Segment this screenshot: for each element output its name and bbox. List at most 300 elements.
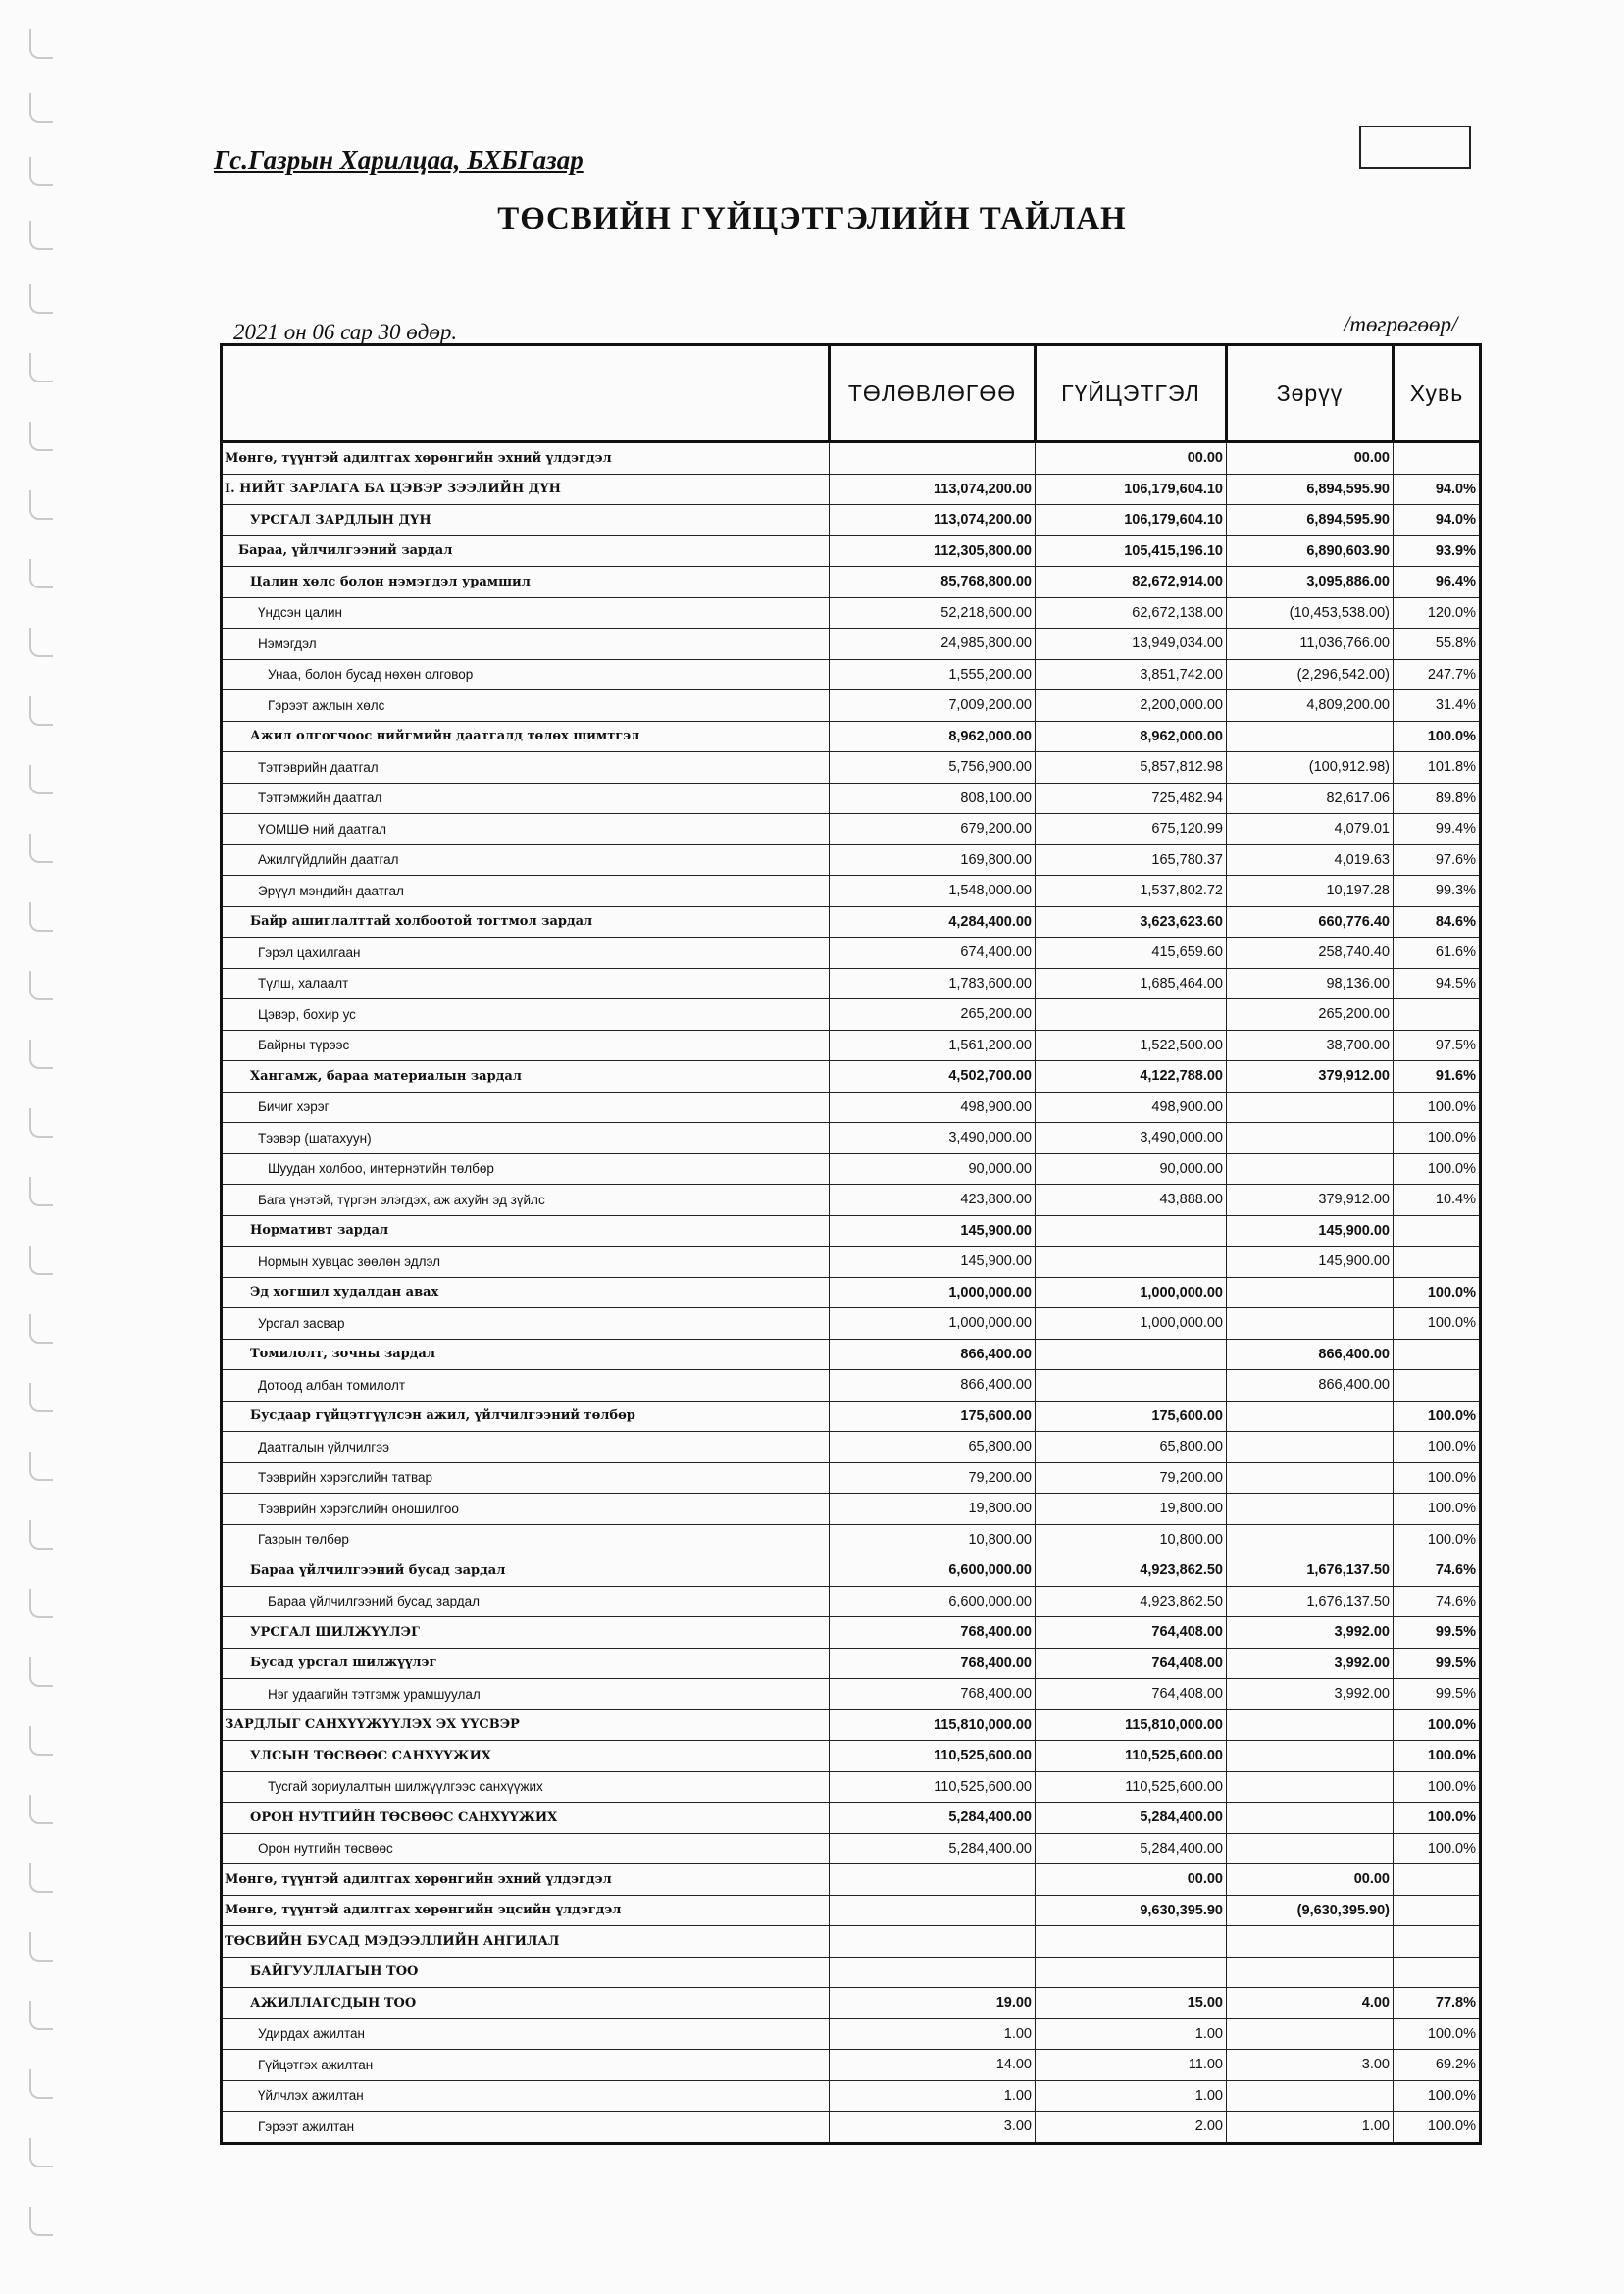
row-name-cell: Тээврийн хэрэгслийн татвар — [222, 1462, 830, 1494]
report-title: ТӨСВИЙН ГҮЙЦЭТГЭЛИЙН ТАЙЛАН — [497, 201, 1127, 236]
table-row — [222, 876, 1481, 907]
row-percent-cell: 100.0% — [1394, 2112, 1481, 2144]
row-execution-cell: 4,122,788.00 — [1036, 1061, 1227, 1093]
row-difference-cell: 4.00 — [1227, 1988, 1394, 2019]
row-name-cell: Газрын төлбөр — [222, 1524, 830, 1555]
row-difference-cell — [1227, 1741, 1394, 1772]
row-percent-cell: 100.0% — [1394, 1494, 1481, 1525]
row-execution-cell — [1036, 1957, 1227, 1988]
row-percent-cell: 94.0% — [1394, 474, 1481, 505]
row-execution-cell: 3,490,000.00 — [1036, 1123, 1227, 1154]
row-percent-cell: 55.8% — [1394, 629, 1481, 660]
row-execution-cell — [1036, 1339, 1227, 1370]
row-name-cell: Нормын хувцас зөөлөн эдлэл — [222, 1247, 830, 1278]
row-difference-cell — [1227, 2080, 1394, 2112]
row-difference-cell: 98,136.00 — [1227, 968, 1394, 999]
row-name-cell: Байр ашиглалттай холбоотой тогтмол зардал — [222, 906, 830, 938]
row-difference-cell: 4,019.63 — [1227, 844, 1394, 876]
row-difference-cell: 866,400.00 — [1227, 1339, 1394, 1370]
row-execution-cell: 764,408.00 — [1036, 1617, 1227, 1649]
table-row — [222, 1185, 1481, 1216]
row-name-cell: Тээвэр (шатахуун) — [222, 1123, 830, 1154]
row-name-cell: Мөнгө, түүнтэй адилтгах хөрөнгийн эцсийн үлдэгдэл — [222, 1895, 830, 1926]
col-header-execution: ГҮЙЦЭТГЭЛ — [1036, 345, 1227, 442]
table-row — [222, 1277, 1481, 1308]
row-execution-cell: 1,685,464.00 — [1036, 968, 1227, 999]
organization-name: Гс.Газрын Харилцаа, БХБГазар — [214, 145, 584, 175]
row-difference-cell: (100,912.98) — [1227, 752, 1394, 784]
row-execution-cell: 110,525,600.00 — [1036, 1741, 1227, 1772]
row-percent-cell: 94.0% — [1394, 505, 1481, 536]
row-name-cell: ҮОМШӨ ний даатгал — [222, 814, 830, 845]
row-plan-cell: 1,548,000.00 — [830, 876, 1036, 907]
row-percent-cell: 100.0% — [1394, 1771, 1481, 1803]
row-percent-cell: 61.6% — [1394, 938, 1481, 969]
row-execution-cell: 5,857,812.98 — [1036, 752, 1227, 784]
row-name-cell: I. НИЙТ ЗАРЛАГА БА ЦЭВЭР ЗЭЭЛИЙН ДҮН — [222, 474, 830, 505]
row-plan-cell: 6,600,000.00 — [830, 1586, 1036, 1617]
table-row — [222, 1524, 1481, 1555]
row-plan-cell: 175,600.00 — [830, 1401, 1036, 1432]
row-execution-cell: 19,800.00 — [1036, 1494, 1227, 1525]
table-row — [222, 1709, 1481, 1741]
row-plan-cell: 169,800.00 — [830, 844, 1036, 876]
row-percent-cell: 100.0% — [1394, 1462, 1481, 1494]
row-name-cell: Шуудан холбоо, интернэтийн төлбөр — [222, 1153, 830, 1185]
row-difference-cell: 866,400.00 — [1227, 1370, 1394, 1402]
row-percent-cell: 100.0% — [1394, 1092, 1481, 1123]
row-name-cell: Эд хогшил худалдан авах — [222, 1277, 830, 1308]
row-execution-cell: 62,672,138.00 — [1036, 597, 1227, 629]
row-plan-cell: 1,000,000.00 — [830, 1308, 1036, 1340]
row-difference-cell: 6,894,595.90 — [1227, 474, 1394, 505]
row-name-cell: Гүйцэтгэх ажилтан — [222, 2050, 830, 2081]
row-name-cell: Ажилгүйдлийн даатгал — [222, 844, 830, 876]
row-execution-cell: 498,900.00 — [1036, 1092, 1227, 1123]
row-difference-cell: 3,992.00 — [1227, 1679, 1394, 1710]
row-name-cell: Бараа, үйлчилгээний зардал — [222, 535, 830, 567]
row-execution-cell: 3,851,742.00 — [1036, 659, 1227, 690]
row-difference-cell: 1.00 — [1227, 2112, 1394, 2144]
row-execution-cell: 1.00 — [1036, 2080, 1227, 2112]
row-execution-cell: 79,200.00 — [1036, 1462, 1227, 1494]
table-row — [222, 1555, 1481, 1587]
row-execution-cell: 106,179,604.10 — [1036, 474, 1227, 505]
row-difference-cell — [1227, 1833, 1394, 1864]
table-row — [222, 1617, 1481, 1649]
table-row — [222, 721, 1481, 752]
row-name-cell: Гэрэл цахилгаан — [222, 938, 830, 969]
row-execution-cell: 00.00 — [1036, 442, 1227, 475]
row-execution-cell: 175,600.00 — [1036, 1401, 1227, 1432]
row-plan-cell: 85,768,800.00 — [830, 567, 1036, 598]
table-row — [222, 1494, 1481, 1525]
col-header-difference: Зөрүү — [1227, 345, 1394, 442]
row-plan-cell: 423,800.00 — [830, 1185, 1036, 1216]
table-header-row — [222, 345, 1481, 442]
row-difference-cell: 00.00 — [1227, 1864, 1394, 1896]
row-execution-cell: 9,630,395.90 — [1036, 1895, 1227, 1926]
row-plan-cell: 768,400.00 — [830, 1679, 1036, 1710]
row-percent-cell: 100.0% — [1394, 1741, 1481, 1772]
row-plan-cell: 19,800.00 — [830, 1494, 1036, 1525]
report-date: 2021 он 06 сар 30 өдөр. — [233, 320, 458, 344]
row-plan-cell: 768,400.00 — [830, 1617, 1036, 1649]
row-difference-cell — [1227, 1709, 1394, 1741]
row-execution-cell: 1,537,802.72 — [1036, 876, 1227, 907]
row-percent-cell: 69.2% — [1394, 2050, 1481, 2081]
row-name-cell: Үндсэн цалин — [222, 597, 830, 629]
table-row — [222, 844, 1481, 876]
row-name-cell: ЗАРДЛЫГ САНХҮҮЖҮҮЛЭХ ЭХ ҮҮСВЭР — [222, 1709, 830, 1741]
row-name-cell: Үйлчлэх ажилтан — [222, 2080, 830, 2112]
row-difference-cell — [1227, 1277, 1394, 1308]
form-code-box — [1359, 126, 1471, 169]
row-plan-cell: 19.00 — [830, 1988, 1036, 2019]
table-row — [222, 1586, 1481, 1617]
row-name-cell: Унаа, болон бусад нөхөн олговор — [222, 659, 830, 690]
row-name-cell: Бусад урсгал шилжүүлэг — [222, 1648, 830, 1679]
row-difference-cell — [1227, 1524, 1394, 1555]
col-header-item — [222, 345, 830, 442]
row-difference-cell: 660,776.40 — [1227, 906, 1394, 938]
row-execution-cell: 1,000,000.00 — [1036, 1308, 1227, 1340]
table-row — [222, 1926, 1481, 1958]
table-row — [222, 1215, 1481, 1247]
row-difference-cell — [1227, 2018, 1394, 2050]
row-plan-cell: 1,561,200.00 — [830, 1030, 1036, 1061]
row-percent-cell: 100.0% — [1394, 1524, 1481, 1555]
table-row — [222, 999, 1481, 1031]
row-name-cell: Тэтгэврийн даатгал — [222, 752, 830, 784]
row-execution-cell: 415,659.60 — [1036, 938, 1227, 969]
row-name-cell: Мөнгө, түүнтэй адилтгах хөрөнгийн эхний үлдэгдэл — [222, 442, 830, 475]
table-row — [222, 1030, 1481, 1061]
table-row — [222, 968, 1481, 999]
row-percent-cell: 100.0% — [1394, 1123, 1481, 1154]
row-percent-cell: 247.7% — [1394, 659, 1481, 690]
row-execution-cell: 764,408.00 — [1036, 1648, 1227, 1679]
row-execution-cell: 5,284,400.00 — [1036, 1833, 1227, 1864]
row-percent-cell — [1394, 1370, 1481, 1402]
row-plan-cell: 265,200.00 — [830, 999, 1036, 1031]
row-plan-cell: 674,400.00 — [830, 938, 1036, 969]
row-percent-cell: 100.0% — [1394, 1277, 1481, 1308]
row-name-cell: Хангамж, бараа материалын зардал — [222, 1061, 830, 1093]
row-plan-cell: 3,490,000.00 — [830, 1123, 1036, 1154]
row-plan-cell: 768,400.00 — [830, 1648, 1036, 1679]
row-execution-cell — [1036, 1370, 1227, 1402]
table-row — [222, 1462, 1481, 1494]
table-body — [222, 442, 1481, 2144]
row-plan-cell: 79,200.00 — [830, 1462, 1036, 1494]
table-row — [222, 1092, 1481, 1123]
row-execution-cell: 1,522,500.00 — [1036, 1030, 1227, 1061]
row-percent-cell: 120.0% — [1394, 597, 1481, 629]
table-row — [222, 535, 1481, 567]
row-execution-cell: 82,672,914.00 — [1036, 567, 1227, 598]
row-name-cell: Бараа үйлчилгээний бусад зардал — [222, 1555, 830, 1587]
row-difference-cell — [1227, 1401, 1394, 1432]
table-row — [222, 2050, 1481, 2081]
row-difference-cell: 11,036,766.00 — [1227, 629, 1394, 660]
row-execution-cell: 764,408.00 — [1036, 1679, 1227, 1710]
row-execution-cell: 3,623,623.60 — [1036, 906, 1227, 938]
row-execution-cell: 00.00 — [1036, 1864, 1227, 1896]
table-row — [222, 1895, 1481, 1926]
row-name-cell: Удирдах ажилтан — [222, 2018, 830, 2050]
row-difference-cell: 379,912.00 — [1227, 1185, 1394, 1216]
table-row — [222, 1803, 1481, 1834]
row-difference-cell — [1227, 1494, 1394, 1525]
row-name-cell: УЛСЫН ТӨСВӨӨС САНХҮҮЖИХ — [222, 1741, 830, 1772]
row-name-cell: Бусдаар гүйцэтгүүлсэн ажил, үйлчилгээний төлбөр — [222, 1401, 830, 1432]
table-row — [222, 1308, 1481, 1340]
table-row — [222, 2018, 1481, 2050]
row-execution-cell: 65,800.00 — [1036, 1432, 1227, 1463]
row-percent-cell: 99.5% — [1394, 1617, 1481, 1649]
row-plan-cell: 8,962,000.00 — [830, 721, 1036, 752]
row-name-cell: ОРОН НУТГИЙН ТӨСВӨӨС САНХҮҮЖИХ — [222, 1803, 830, 1834]
table-row — [222, 1648, 1481, 1679]
row-execution-cell: 2,200,000.00 — [1036, 690, 1227, 722]
row-plan-cell: 1.00 — [830, 2080, 1036, 2112]
row-name-cell: УРСГАЛ ШИЛЖҮҮЛЭГ — [222, 1617, 830, 1649]
table-row — [222, 1153, 1481, 1185]
table-row — [222, 1679, 1481, 1710]
row-name-cell: Тэтгэмжийн даатгал — [222, 783, 830, 814]
row-percent-cell: 99.3% — [1394, 876, 1481, 907]
row-plan-cell: 4,502,700.00 — [830, 1061, 1036, 1093]
row-percent-cell: 101.8% — [1394, 752, 1481, 784]
row-difference-cell: 4,079.01 — [1227, 814, 1394, 845]
row-difference-cell: 82,617.06 — [1227, 783, 1394, 814]
row-plan-cell: 115,810,000.00 — [830, 1709, 1036, 1741]
row-plan-cell — [830, 1957, 1036, 1988]
row-execution-cell: 2.00 — [1036, 2112, 1227, 2144]
row-percent-cell: 100.0% — [1394, 1401, 1481, 1432]
row-plan-cell: 7,009,200.00 — [830, 690, 1036, 722]
row-name-cell: БАЙГУУЛЛАГЫН ТОО — [222, 1957, 830, 1988]
row-execution-cell — [1036, 1215, 1227, 1247]
row-difference-cell: 265,200.00 — [1227, 999, 1394, 1031]
row-percent-cell — [1394, 1247, 1481, 1278]
row-name-cell: Түлш, халаалт — [222, 968, 830, 999]
row-plan-cell: 866,400.00 — [830, 1339, 1036, 1370]
row-execution-cell: 15.00 — [1036, 1988, 1227, 2019]
table-row — [222, 1401, 1481, 1432]
row-difference-cell — [1227, 1432, 1394, 1463]
row-percent-cell: 99.4% — [1394, 814, 1481, 845]
table-row — [222, 752, 1481, 784]
row-percent-cell: 84.6% — [1394, 906, 1481, 938]
row-percent-cell: 99.5% — [1394, 1648, 1481, 1679]
col-header-plan: ТӨЛӨВЛӨГӨӨ — [830, 345, 1036, 442]
row-difference-cell: 3.00 — [1227, 2050, 1394, 2081]
row-name-cell: УРСГАЛ ЗАРДЛЫН ДҮН — [222, 505, 830, 536]
row-percent-cell — [1394, 1895, 1481, 1926]
row-difference-cell: 3,992.00 — [1227, 1617, 1394, 1649]
row-percent-cell: 89.8% — [1394, 783, 1481, 814]
row-percent-cell: 100.0% — [1394, 1709, 1481, 1741]
row-execution-cell: 13,949,034.00 — [1036, 629, 1227, 660]
budget-execution-table — [220, 343, 1482, 2145]
table-row — [222, 629, 1481, 660]
row-difference-cell: 38,700.00 — [1227, 1030, 1394, 1061]
row-plan-cell: 90,000.00 — [830, 1153, 1036, 1185]
row-name-cell: Нормативт зардал — [222, 1215, 830, 1247]
row-percent-cell: 100.0% — [1394, 721, 1481, 752]
row-name-cell: Нэмэгдэл — [222, 629, 830, 660]
row-percent-cell — [1394, 1864, 1481, 1896]
row-percent-cell: 91.6% — [1394, 1061, 1481, 1093]
table-row — [222, 659, 1481, 690]
table-row — [222, 1741, 1481, 1772]
table-row — [222, 2112, 1481, 2144]
row-difference-cell: 6,894,595.90 — [1227, 505, 1394, 536]
row-name-cell: ТӨСВИЙН БУСАД МЭДЭЭЛЛИЙН АНГИЛАЛ — [222, 1926, 830, 1958]
row-difference-cell: 379,912.00 — [1227, 1061, 1394, 1093]
row-plan-cell — [830, 442, 1036, 475]
row-percent-cell — [1394, 1957, 1481, 1988]
table-row — [222, 1370, 1481, 1402]
table-row — [222, 442, 1481, 475]
table-row — [222, 1061, 1481, 1093]
row-difference-cell — [1227, 1092, 1394, 1123]
row-percent-cell: 100.0% — [1394, 2080, 1481, 2112]
row-name-cell: Тээврийн хэрэгслийн оношилгоо — [222, 1494, 830, 1525]
row-plan-cell: 112,305,800.00 — [830, 535, 1036, 567]
row-plan-cell: 113,074,200.00 — [830, 474, 1036, 505]
row-plan-cell: 1,000,000.00 — [830, 1277, 1036, 1308]
table-row — [222, 474, 1481, 505]
row-plan-cell: 679,200.00 — [830, 814, 1036, 845]
row-difference-cell: 1,676,137.50 — [1227, 1586, 1394, 1617]
row-plan-cell: 1,555,200.00 — [830, 659, 1036, 690]
row-name-cell: Эрүүл мэндийн даатгал — [222, 876, 830, 907]
row-percent-cell: 100.0% — [1394, 1432, 1481, 1463]
row-percent-cell — [1394, 442, 1481, 475]
row-percent-cell: 97.5% — [1394, 1030, 1481, 1061]
row-difference-cell: (9,630,395.90) — [1227, 1895, 1394, 1926]
table-row — [222, 1957, 1481, 1988]
row-percent-cell — [1394, 1215, 1481, 1247]
row-name-cell: Байрны түрээс — [222, 1030, 830, 1061]
row-plan-cell: 113,074,200.00 — [830, 505, 1036, 536]
row-percent-cell: 100.0% — [1394, 2018, 1481, 2050]
row-percent-cell — [1394, 999, 1481, 1031]
row-execution-cell: 43,888.00 — [1036, 1185, 1227, 1216]
col-header-percent: Хувь — [1394, 345, 1481, 442]
row-percent-cell: 94.5% — [1394, 968, 1481, 999]
row-difference-cell: 145,900.00 — [1227, 1215, 1394, 1247]
row-name-cell: Бичиг хэрэг — [222, 1092, 830, 1123]
row-difference-cell: 4,809,200.00 — [1227, 690, 1394, 722]
row-execution-cell: 105,415,196.10 — [1036, 535, 1227, 567]
row-plan-cell: 24,985,800.00 — [830, 629, 1036, 660]
row-execution-cell — [1036, 1926, 1227, 1958]
row-execution-cell: 8,962,000.00 — [1036, 721, 1227, 752]
row-difference-cell — [1227, 1957, 1394, 1988]
row-plan-cell: 110,525,600.00 — [830, 1741, 1036, 1772]
row-percent-cell: 74.6% — [1394, 1555, 1481, 1587]
row-execution-cell — [1036, 999, 1227, 1031]
row-execution-cell: 4,923,862.50 — [1036, 1555, 1227, 1587]
table-row — [222, 814, 1481, 845]
table-row — [222, 906, 1481, 938]
row-name-cell: Цалин хөлс болон нэмэгдэл урамшил — [222, 567, 830, 598]
row-percent-cell — [1394, 1926, 1481, 1958]
row-difference-cell — [1227, 1462, 1394, 1494]
row-execution-cell: 106,179,604.10 — [1036, 505, 1227, 536]
row-plan-cell: 145,900.00 — [830, 1247, 1036, 1278]
table-row — [222, 1339, 1481, 1370]
row-difference-cell: 1,676,137.50 — [1227, 1555, 1394, 1587]
row-execution-cell: 725,482.94 — [1036, 783, 1227, 814]
row-difference-cell: (2,296,542.00) — [1227, 659, 1394, 690]
row-plan-cell: 1.00 — [830, 2018, 1036, 2050]
row-name-cell: АЖИЛЛАГСДЫН ТОО — [222, 1988, 830, 2019]
row-percent-cell: 74.6% — [1394, 1586, 1481, 1617]
row-percent-cell: 100.0% — [1394, 1153, 1481, 1185]
row-difference-cell — [1227, 721, 1394, 752]
table-row — [222, 938, 1481, 969]
row-difference-cell — [1227, 1803, 1394, 1834]
row-plan-cell: 866,400.00 — [830, 1370, 1036, 1402]
row-percent-cell — [1394, 1339, 1481, 1370]
row-percent-cell: 93.9% — [1394, 535, 1481, 567]
row-plan-cell: 52,218,600.00 — [830, 597, 1036, 629]
row-name-cell: Нэг удаагийн тэтгэмж урамшуулал — [222, 1679, 830, 1710]
row-plan-cell: 3.00 — [830, 2112, 1036, 2144]
row-difference-cell: 10,197.28 — [1227, 876, 1394, 907]
row-difference-cell — [1227, 1771, 1394, 1803]
row-plan-cell: 110,525,600.00 — [830, 1771, 1036, 1803]
table-row — [222, 1833, 1481, 1864]
row-execution-cell: 90,000.00 — [1036, 1153, 1227, 1185]
row-difference-cell: 00.00 — [1227, 442, 1394, 475]
row-plan-cell: 5,756,900.00 — [830, 752, 1036, 784]
row-name-cell: Цэвэр, бохир ус — [222, 999, 830, 1031]
currency-unit: /төгрөгөөр/ — [1344, 312, 1458, 336]
table-row — [222, 505, 1481, 536]
row-percent-cell: 99.5% — [1394, 1679, 1481, 1710]
table-row — [222, 1771, 1481, 1803]
table-row — [222, 1864, 1481, 1896]
row-name-cell: Гэрээт ажилтан — [222, 2112, 830, 2144]
row-execution-cell: 1.00 — [1036, 2018, 1227, 2050]
row-execution-cell: 10,800.00 — [1036, 1524, 1227, 1555]
table-row — [222, 597, 1481, 629]
row-execution-cell: 11.00 — [1036, 2050, 1227, 2081]
table-row — [222, 1432, 1481, 1463]
row-name-cell: Орон нутгийн төсвөөс — [222, 1833, 830, 1864]
row-plan-cell — [830, 1864, 1036, 1896]
row-difference-cell: 3,992.00 — [1227, 1648, 1394, 1679]
row-execution-cell: 675,120.99 — [1036, 814, 1227, 845]
row-name-cell: Бага үнэтэй, түргэн элэгдэх, аж ахуйн эд зүйлс — [222, 1185, 830, 1216]
row-plan-cell: 5,284,400.00 — [830, 1833, 1036, 1864]
row-execution-cell — [1036, 1247, 1227, 1278]
table-row — [222, 783, 1481, 814]
row-plan-cell — [830, 1926, 1036, 1958]
row-name-cell: Томилолт, зочны зардал — [222, 1339, 830, 1370]
row-name-cell: Гэрээт ажлын хөлс — [222, 690, 830, 722]
row-percent-cell: 77.8% — [1394, 1988, 1481, 2019]
row-plan-cell: 5,284,400.00 — [830, 1803, 1036, 1834]
row-execution-cell: 1,000,000.00 — [1036, 1277, 1227, 1308]
row-percent-cell: 10.4% — [1394, 1185, 1481, 1216]
